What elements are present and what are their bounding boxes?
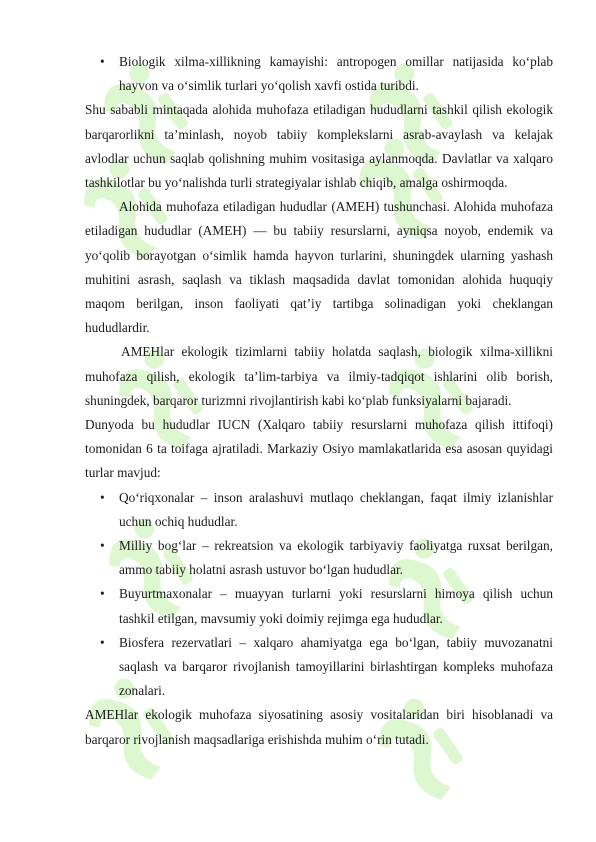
list-item [85, 486, 553, 534]
paragraph: Dunyoda bu hududlar IUCN (Xalqaro tabiiy resurslarni muhofaza qilish ittifoqi) tomonidan 6 ta toifaga ajratiladi. Markaziy Osiyo mamlakatlarida esa asosan quyidagi turlar mavjud: [85, 417, 553, 481]
list-item-text: Biosfera rezervatlari – xalqaro ahamiyatga ega bo‘lgan, tabiiy muvozanatni saqlash va barqaror rivojlanish tamoyillarini birlashtirgan kompleks muhofaza zonalari. [119, 634, 553, 699]
bullet-icon: • [100, 586, 105, 602]
paragraph: AMEHlar ekologik muhofaza siyosatining asosiy vositalaridan biri hisoblanadi va barqaror rivojlanish maqsadlariga erishishda muhim o‘rin tutadi. [85, 707, 553, 747]
list-item-text: Biologik xilma-xillikning kamayishi: antropogen omillar natijasida ko‘plab hayvon va o‘simlik turlari yo‘qolish xavfi ostida turibdi. [119, 54, 553, 94]
list-item-text: Buyurtmaxonalar – muayyan turlarni yoki resurslarni himoya qilish uchun tashkil etilgan, mavsumiy yoki doimiy rejimga ega hududlar. [119, 586, 553, 626]
bullet-icon: • [100, 634, 105, 650]
paragraph: Shu sababli mintaqada alohida muhofaza etiladigan hududlarni tashkil qilish ekologik barqarorlikni ta’minlash, noyob tabiiy komplekslarni asrab-avaylash va kelajak avlodlar uchun saqlab qolishning muhim vositasiga aylanmoqda. Davlatlar va xalqaro tashkilotlar bu yo‘nalishda turli strategiyalar ishlab chiqib, amalga oshirmoqda. [85, 102, 553, 191]
bullet-list-top [85, 50, 553, 98]
document-body [85, 50, 553, 752]
bullet-icon: • [100, 489, 105, 505]
list-item-text: Qo‘riqxonalar – inson aralashuvi mutlaqo cheklangan, faqat ilmiy izlanishlar uchun ochiq hududlar. [119, 489, 553, 529]
paragraph: Alohida muhofaza etiladigan hududlar (AMEH) tushunchasi. Alohida muhofaza etiladigan hududlar (AMEH) — bu tabiiy resurslarni, ayniqsa noyob, endemik va yo‘qolib borayotgan o‘simlik hamda hayvon turlarini, shuningdek ularning yashash muhitini asrash, saqlash va tiklash maqsadida davlat tomonidan alohida huquqiy maqom berilgan, inson faoliyati qat’iy tartibga solinadigan yoki cheklangan hududlardir. [85, 199, 553, 336]
list-item [85, 631, 553, 704]
paragraph: AMEHlar ekologik tizimlarni tabiiy holatda saqlash, biologik xilma-xillikni muhofaza qilish, ekologik ta’lim-tarbiya va ilmiy-tadqiqot ishlarini olib borish, shuningdek, barqaror turizmni rivojlantirish kabi ko‘plab funksiyalarni bajaradi. [85, 344, 553, 408]
bullet-icon: • [100, 54, 105, 69]
list-item [85, 534, 553, 582]
list-item-text: Milliy bog‘lar – rekreatsion va ekologik tarbiyaviy faoliyatga ruxsat berilgan, ammo tabiiy holatni asrash ustuvor bo‘lgan hududlar. [119, 538, 553, 578]
bullet-list [85, 486, 553, 704]
list-item [85, 50, 553, 98]
bullet-icon: • [100, 538, 105, 554]
list-item [85, 582, 553, 630]
